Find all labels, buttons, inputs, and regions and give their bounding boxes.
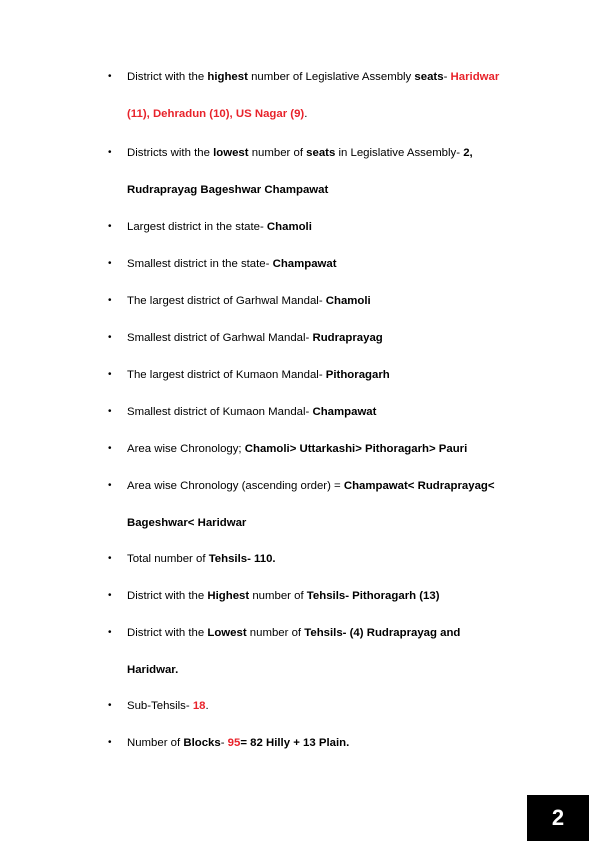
fact-line <box>127 553 276 565</box>
bullet-icon: • <box>108 443 112 454</box>
plain-text: District with the <box>127 590 208 602</box>
bold-text: Chamoli <box>266 221 312 233</box>
plain-text: Smallest district in the state- <box>127 258 273 270</box>
bullet-icon: • <box>108 295 112 306</box>
fact-line <box>127 480 495 492</box>
bullet-icon: • <box>108 737 112 748</box>
bold-text: Bageshwar< Haridwar <box>127 517 247 529</box>
fact-line <box>127 295 371 307</box>
plain-text: Total number of <box>127 553 209 565</box>
bold-text: = 82 Hilly + 13 Plain. <box>240 737 350 749</box>
plain-text: District with the <box>127 627 208 639</box>
bold-text: lowest <box>213 147 249 159</box>
fact-line <box>127 221 312 233</box>
highlight-text: 95 <box>227 737 241 749</box>
fact-line <box>127 700 209 712</box>
plain-text: Area wise Chronology (ascending order) = <box>127 480 344 492</box>
fact-line <box>127 627 460 639</box>
plain-text: number of <box>248 147 307 159</box>
bullet-icon: • <box>108 258 112 269</box>
plain-text: District with the <box>127 71 208 83</box>
plain-text: . <box>205 700 209 712</box>
fact-line <box>127 258 337 270</box>
bold-text: 2, <box>463 147 473 159</box>
bullet-icon: • <box>108 480 112 491</box>
bold-text: Tehsils- (4) Rudraprayag and <box>304 627 461 639</box>
bold-text: Rudraprayag <box>312 332 383 344</box>
fact-line <box>127 590 440 602</box>
bold-text: highest <box>207 71 248 83</box>
fact-line <box>127 71 499 83</box>
highlight-text: Haridwar <box>450 71 500 83</box>
fact-line <box>127 332 383 344</box>
bold-text: Pithoragarh <box>325 369 390 381</box>
fact-line <box>127 147 473 159</box>
bold-text: Blocks <box>183 737 221 749</box>
fact-line <box>127 664 178 676</box>
plain-text: - <box>443 71 451 83</box>
bold-text: seats <box>414 71 444 83</box>
fact-line <box>127 406 376 418</box>
bullet-icon: • <box>108 369 112 380</box>
bold-text: Champawat <box>312 406 377 418</box>
plain-text: . <box>304 108 308 120</box>
plain-text: number of Legislative Assembly <box>247 71 415 83</box>
plain-text: The largest district of Kumaon Mandal- <box>127 369 326 381</box>
fact-line <box>127 108 307 120</box>
bold-text: Champawat< Rudraprayag< <box>343 480 495 492</box>
plain-text: in Legislative Assembly- <box>335 147 464 159</box>
bold-text: Chamoli> Uttarkashi> Pithoragarh> Pauri <box>244 443 468 455</box>
fact-line <box>127 517 246 529</box>
plain-text: Area wise Chronology; <box>127 443 245 455</box>
plain-text: The largest district of Garhwal Mandal- <box>127 295 326 307</box>
bullet-icon: • <box>108 71 112 82</box>
bold-text: Highest <box>207 590 250 602</box>
bold-text: Champawat <box>272 258 337 270</box>
bullet-icon: • <box>108 553 112 564</box>
page-number-box <box>527 795 589 841</box>
bullet-icon: • <box>108 700 112 711</box>
bullet-icon: • <box>108 590 112 601</box>
bold-text: Rudraprayag Bageshwar Champawat <box>127 184 329 196</box>
fact-line <box>127 737 349 749</box>
plain-text: number of <box>249 590 307 602</box>
bullet-icon: • <box>108 406 112 417</box>
bold-text: Tehsils- Pithoragarh (13) <box>306 590 440 602</box>
plain-text: Number of <box>127 737 184 749</box>
plain-text: Sub-Tehsils- <box>127 700 193 712</box>
fact-line <box>127 184 328 196</box>
plain-text: number of <box>246 627 305 639</box>
bullet-icon: • <box>108 627 112 638</box>
plain-text: Largest district in the state- <box>127 221 267 233</box>
bullet-icon: • <box>108 147 112 158</box>
plain-text: - <box>220 737 228 749</box>
plain-text: Districts with the <box>127 147 214 159</box>
page-number: 2 <box>551 805 565 830</box>
highlight-text: (11), Dehradun (10), US Nagar (9) <box>127 108 305 120</box>
highlight-text: 18 <box>192 700 206 712</box>
bold-text: Lowest <box>207 627 247 639</box>
bold-text: Chamoli <box>325 295 371 307</box>
plain-text: Smallest district of Garhwal Mandal- <box>127 332 313 344</box>
bold-text: seats <box>306 147 336 159</box>
bold-text: Haridwar. <box>127 664 179 676</box>
fact-line <box>127 369 390 381</box>
plain-text: Smallest district of Kumaon Mandal- <box>127 406 313 418</box>
bold-text: Tehsils- 110. <box>208 553 276 565</box>
bullet-icon: • <box>108 221 112 232</box>
bullet-icon: • <box>108 332 112 343</box>
fact-line <box>127 443 467 455</box>
